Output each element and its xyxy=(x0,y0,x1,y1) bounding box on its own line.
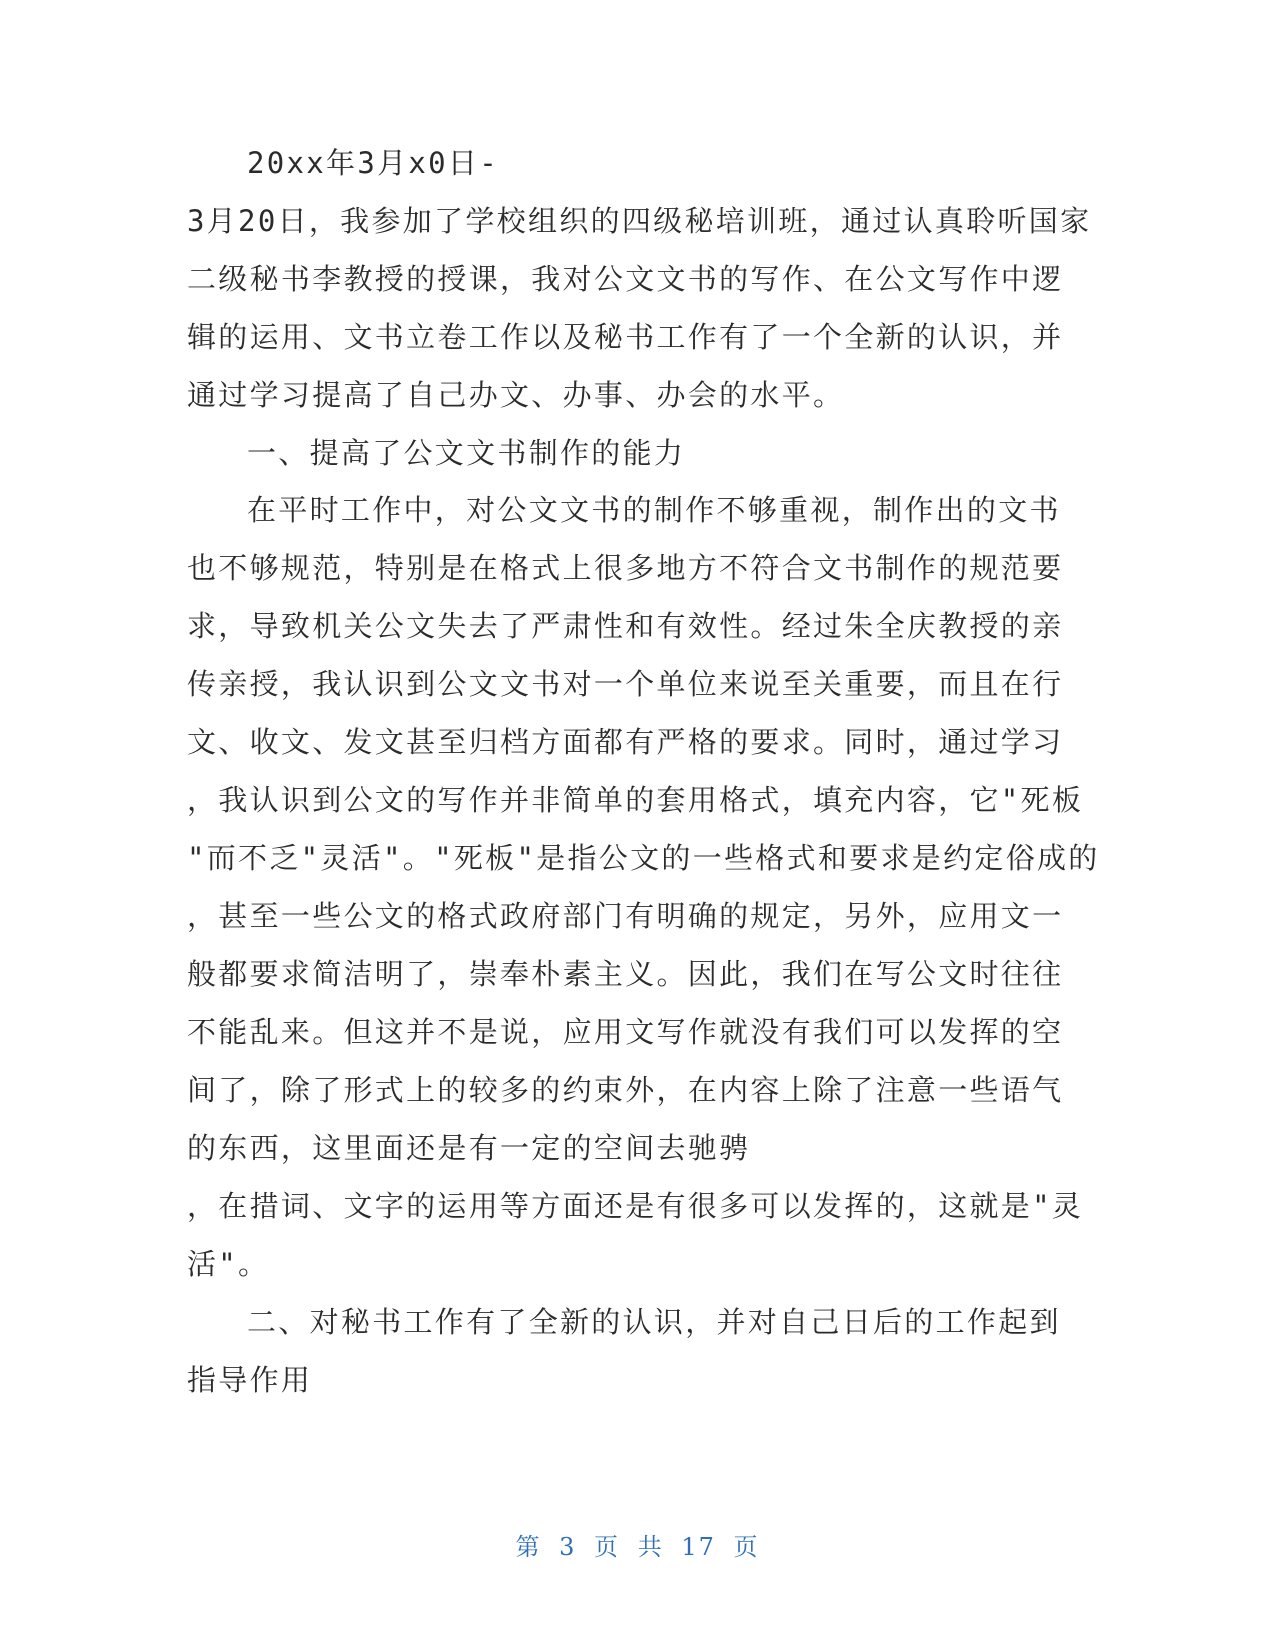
date-line: 20xx年3月x0日- xyxy=(247,146,499,180)
total-pages-number: 17 xyxy=(681,1533,716,1561)
paragraph-line: 传亲授，我认识到公文文书对一个单位来说至关重要，而且在行 xyxy=(187,667,1064,701)
paragraph-line: 活"。 xyxy=(187,1247,270,1281)
paragraph-line: "而不乏"灵活"。"死板"是指公文的一些格式和要求是约定俗成的 xyxy=(187,841,1100,875)
paragraph-line: 文、收文、发文甚至归档方面都有严格的要求。同时，通过学习 xyxy=(187,725,1064,759)
current-page-number: 3 xyxy=(559,1533,577,1561)
paragraph-line: 求，导致机关公文失去了严肃性和有效性。经过朱全庆教授的亲 xyxy=(187,609,1064,643)
footer-label: 共 xyxy=(637,1533,664,1561)
paragraph-line: ，我认识到公文的写作并非简单的套用格式，填充内容，它"死板 xyxy=(187,783,1084,817)
paragraph-line: 通过学习提高了自己办文、办事、办会的水平。 xyxy=(187,378,845,412)
paragraph-line: 也不够规范，特别是在格式上很多地方不符合文书制作的规范要 xyxy=(187,551,1064,585)
paragraph-line: 的东西，这里面还是有一定的空间去驰骋 xyxy=(187,1131,751,1165)
paragraph-line: 在平时工作中，对公文文书的制作不够重视，制作出的文书 xyxy=(247,493,1061,527)
paragraph-line: ，在措词、文字的运用等方面还是有很多可以发挥的，这就是"灵 xyxy=(187,1189,1084,1223)
paragraph-line: 3月20日，我参加了学校组织的四级秘培训班，通过认真聆听国家 xyxy=(187,204,1092,238)
paragraph-line: 辑的运用、文书立卷工作以及秘书工作有了一个全新的认识，并 xyxy=(187,320,1064,354)
paragraph-line: 二级秘书李教授的授课，我对公文文书的写作、在公文写作中逻 xyxy=(187,262,1064,296)
footer-label: 页 xyxy=(733,1533,760,1561)
paragraph-line: 间了，除了形式上的较多的约束外，在内容上除了注意一些语气 xyxy=(187,1073,1064,1107)
page-footer xyxy=(0,1527,1275,1562)
paragraph-line: 指导作用 xyxy=(187,1363,313,1397)
footer-label: 页 xyxy=(594,1533,621,1561)
section-heading-2: 二、对秘书工作有了全新的认识，并对自己日后的工作起到 xyxy=(247,1305,1061,1339)
footer-label: 第 xyxy=(515,1533,542,1561)
paragraph-line: ，甚至一些公文的格式政府部门有明确的规定，另外，应用文一 xyxy=(187,899,1064,933)
paragraph-line: 不能乱来。但这并不是说，应用文写作就没有我们可以发挥的空 xyxy=(187,1015,1064,1049)
section-heading-1: 一、提高了公文文书制作的能力 xyxy=(247,436,686,470)
paragraph-line: 般都要求简洁明了，崇奉朴素主义。因此，我们在写公文时往往 xyxy=(187,957,1064,991)
